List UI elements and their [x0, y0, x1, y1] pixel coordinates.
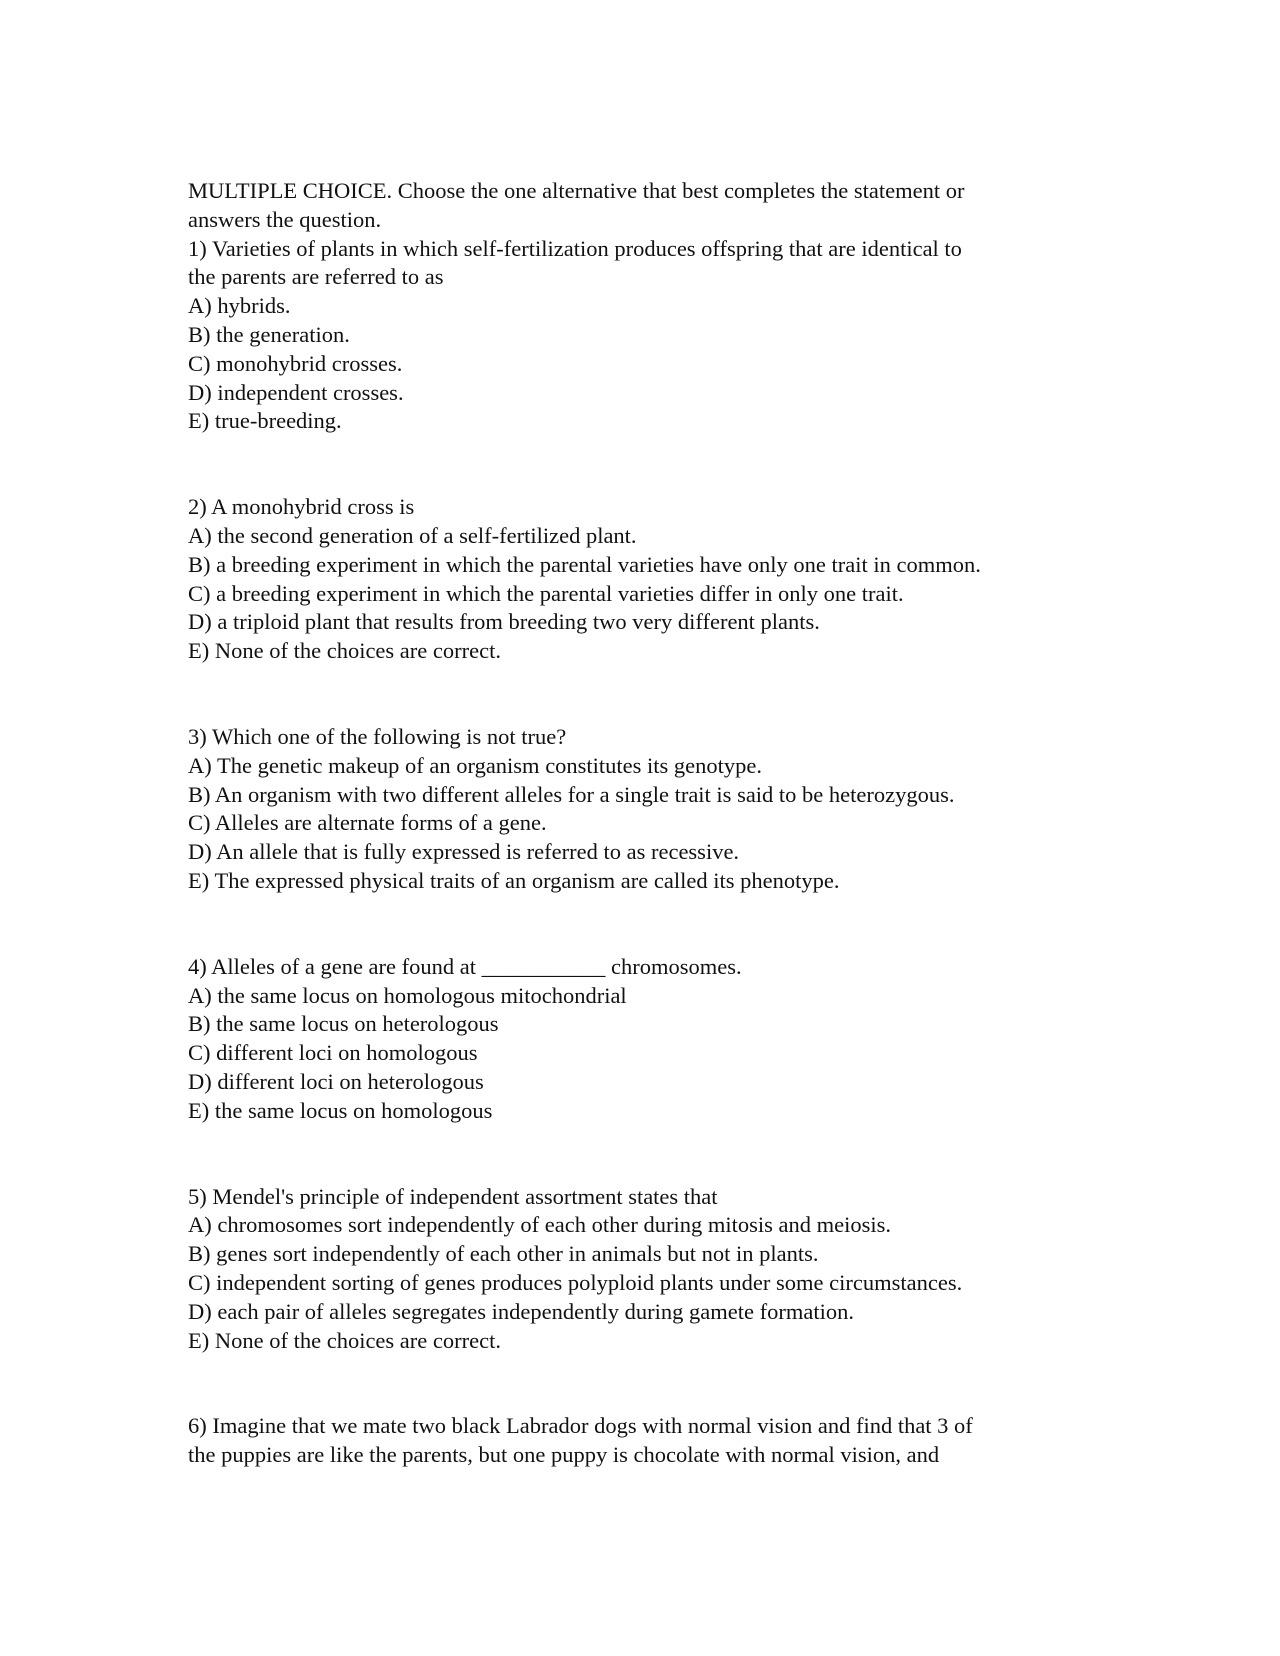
instructions-line: answers the question. [188, 206, 382, 232]
answer-option: D) a triploid plant that results from breeding two very different plants. [188, 609, 820, 635]
question-5 [188, 1183, 1088, 1356]
answer-option: D) independent crosses. [188, 379, 404, 405]
answer-option: A) the same locus on homologous mitochondrial [188, 982, 627, 1008]
question-stem: 1) Varieties of plants in which self-fertilization produces offspring that are identical to [188, 235, 962, 261]
answer-option: A) hybrids. [188, 293, 291, 319]
answer-option: D) different loci on heterologous [188, 1068, 484, 1094]
question-stem: the puppies are like the parents, but one puppy is chocolate with normal vision, and [188, 1442, 940, 1468]
question-stem: 5) Mendel's principle of independent assortment states that [188, 1183, 718, 1209]
question-2 [188, 493, 1088, 666]
answer-option: C) a breeding experiment in which the parental varieties differ in only one trait. [188, 580, 904, 606]
question-stem: 3) Which one of the following is not true? [188, 723, 567, 749]
answer-option: E) the same locus on homologous [188, 1097, 493, 1123]
answer-option: A) The genetic makeup of an organism constitutes its genotype. [188, 752, 763, 778]
question-stem: 4) Alleles of a gene are found at ___________ chromosomes. [188, 953, 742, 979]
answer-option: C) Alleles are alternate forms of a gene. [188, 810, 547, 836]
answer-option: A) the second generation of a self-fertilized plant. [188, 522, 637, 548]
answer-option: A) chromosomes sort independently of each other during mitosis and meiosis. [188, 1212, 891, 1238]
spacer [188, 666, 1088, 723]
question-stem: 2) A monohybrid cross is [188, 494, 415, 520]
spacer [188, 896, 1088, 953]
answer-option: B) the generation. [188, 321, 350, 347]
instructions-line: MULTIPLE CHOICE. Choose the one alternative that best completes the statement or [188, 178, 965, 203]
question-6 [188, 1412, 1088, 1470]
spacer [188, 436, 1088, 493]
answer-option: C) different loci on homologous [188, 1040, 478, 1066]
question-3 [188, 723, 1088, 896]
answer-option: E) None of the choices are correct. [188, 638, 501, 664]
question-4 [188, 953, 1088, 1126]
answer-option: B) a breeding experiment in which the parental varieties have only one trait in common. [188, 551, 981, 577]
question-stem: the parents are referred to as [188, 264, 444, 290]
answer-option: B) genes sort independently of each other in animals but not in plants. [188, 1241, 819, 1267]
answer-option: D) each pair of alleles segregates independently during gamete formation. [188, 1298, 854, 1324]
answer-option: C) independent sorting of genes produces polyploid plants under some circumstances. [188, 1269, 963, 1295]
document-page [188, 177, 1088, 1470]
instructions [188, 177, 1088, 235]
spacer [188, 1126, 1088, 1183]
answer-option: B) An organism with two different alleles for a single trait is said to be heterozygous. [188, 781, 955, 807]
answer-option: E) true-breeding. [188, 408, 342, 434]
answer-option: E) The expressed physical traits of an organism are called its phenotype. [188, 867, 840, 893]
answer-option: E) None of the choices are correct. [188, 1327, 501, 1353]
spacer [188, 1355, 1088, 1412]
question-stem: 6) Imagine that we mate two black Labrador dogs with normal vision and find that 3 of [188, 1413, 973, 1439]
question-1 [188, 235, 1088, 437]
answer-option: B) the same locus on heterologous [188, 1011, 499, 1037]
answer-option: D) An allele that is fully expressed is referred to as recessive. [188, 839, 740, 865]
answer-option: C) monohybrid crosses. [188, 350, 403, 376]
